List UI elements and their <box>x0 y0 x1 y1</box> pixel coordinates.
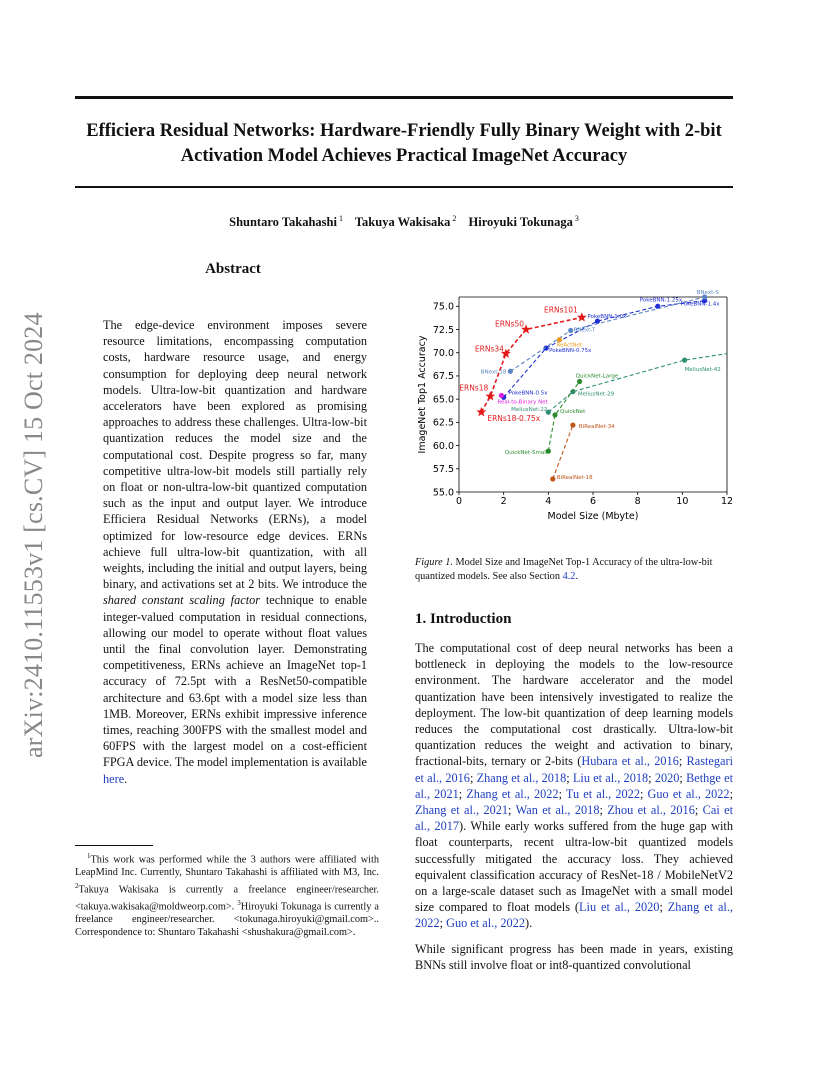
author-affiliation: 2 <box>452 214 457 223</box>
citation-link[interactable]: Liu et al., 2018 <box>572 770 649 785</box>
y-tick-label: 62.5 <box>432 417 454 429</box>
citation-link[interactable]: Guo et al., 2022 <box>446 916 525 931</box>
arxiv-identifier: arXiv:2410.11553v1 [cs.CV] 15 Oct 2024 <box>19 312 48 758</box>
section-heading: 1. Introduction <box>415 611 512 627</box>
caption-label: Figure 1. <box>415 557 453 568</box>
author-name: Hiroyuki Tokunaga <box>468 215 573 230</box>
footnote-text: Hiroyuki Tokunaga is currently a freelance engineer/researcher. <tokunaga.hiroyuki@gmail.com>.. Correspondence to: Shuntaro Takahashi <shushakura@gmail.com>. <box>75 901 380 938</box>
citation-link[interactable]: Zhang et al., 2022 <box>466 786 559 801</box>
data-point <box>577 379 582 384</box>
data-label: PokeBNN-0.75x <box>549 348 592 355</box>
author-affiliation: 3 <box>574 214 579 223</box>
data-label: BiRealNet-34 <box>578 424 615 431</box>
data-label: ERNs50 <box>494 319 524 329</box>
data-label: ERNs101 <box>544 305 578 315</box>
abstract-end: . <box>124 771 128 786</box>
data-point-star <box>577 312 587 321</box>
data-label: MeliusNet-29 <box>577 391 615 398</box>
caption-text: Model Size and ImageNet Top-1 Accuracy of the ultra-low-bit quantized models. See also Section <box>415 557 713 582</box>
citation-link[interactable]: 2020 <box>654 770 680 785</box>
y-tick-label: 67.5 <box>432 371 454 383</box>
x-tick-label: 6 <box>589 496 597 507</box>
y-tick-label: 57.5 <box>432 464 454 476</box>
intro-text: ; <box>558 786 566 801</box>
citation-link[interactable]: Guo et al., 2022 <box>647 786 730 801</box>
footnote-mark: 1 <box>87 852 91 860</box>
footnote <box>75 850 379 939</box>
data-label: MeliusNet-42 <box>684 367 721 374</box>
data-label: ERNs34 <box>474 344 504 354</box>
data-point-star <box>485 391 495 400</box>
author-list <box>75 214 733 230</box>
data-label: ERNs18 <box>459 383 489 393</box>
footnote-text: Takuya Wakisaka is currently a freelance engineer/researcher. <takuya.wakisaka@moldweorp.com>. <box>75 884 379 913</box>
figure-1-chart <box>412 289 742 525</box>
data-point <box>568 328 573 333</box>
y-tick-label: 65.0 <box>432 394 454 406</box>
x-tick-label: 10 <box>676 496 689 507</box>
paper-title: Efficiera Residual Networks: Hardware-Friendly Fully Binary Weight with 2-bit Activation Model Achieves Practical ImageNet Accuracy <box>86 121 722 166</box>
x-tick-label: 0 <box>455 496 463 507</box>
citation-link[interactable]: Wan et al., 2018 <box>515 803 600 818</box>
citation-link[interactable]: Zhang et al., 2018 <box>476 770 567 785</box>
data-point-star <box>476 407 486 416</box>
citation-link[interactable]: Zhou et al., 2016 <box>607 803 695 818</box>
citation-link[interactable]: Hubara et al., 2016 <box>581 754 679 769</box>
data-label: PokeBNN-1.4x <box>680 301 720 308</box>
intro-text: ; <box>508 803 516 818</box>
intro-text: ; <box>678 754 687 769</box>
data-label: PokeBNN-0.5x <box>508 390 548 397</box>
data-label: BNext-18 <box>480 369 507 376</box>
author-affiliation: 1 <box>338 214 343 223</box>
figure-caption <box>415 556 735 583</box>
data-label: ReActNet <box>556 342 582 349</box>
author-name: Shuntaro Takahashi <box>229 215 337 230</box>
citation-link[interactable]: Zhang et al., 2022 <box>415 900 733 931</box>
data-label: BiRealNet-18 <box>556 475 593 481</box>
data-label: PokeBNN-1.0x <box>587 314 627 321</box>
x-tick-label: 8 <box>634 496 641 507</box>
intro-text: ; <box>639 786 648 801</box>
code-link[interactable]: here <box>103 771 125 786</box>
citation-link[interactable]: Rastegari et al., 2016 <box>415 754 733 785</box>
title-rule-bottom <box>75 186 733 188</box>
intro-paragraph <box>415 640 733 932</box>
intro-text: ; <box>694 803 703 818</box>
y-tick-label: 60.0 <box>432 440 454 452</box>
citation-link[interactable]: Liu et al., 2020 <box>579 900 660 915</box>
data-point <box>557 337 562 342</box>
data-point <box>499 393 504 398</box>
abstract-emphasis: shared constant scaling factor <box>103 593 261 608</box>
footnote-mark: 3 <box>237 898 241 907</box>
intro-text: ; <box>599 803 608 818</box>
intro-text: ; <box>659 900 668 915</box>
data-point <box>682 358 687 363</box>
author-name: Takuya Wakisaka <box>354 215 451 230</box>
abstract-body <box>103 317 367 787</box>
citation-link[interactable]: Tu et al., 2022 <box>565 786 640 801</box>
data-label: PokeBNN-1.25x <box>639 297 683 304</box>
intro-text: ; <box>729 786 733 801</box>
intro-paragraph-2: While significant progress has been made in years, existing BNNs still involve float or int8-quantized convolutional <box>415 942 733 973</box>
series-line-birealnet <box>553 425 573 479</box>
data-point <box>552 412 557 417</box>
intro-text: ). <box>525 916 533 931</box>
series-line-bnext <box>510 297 704 371</box>
intro-text: ; <box>679 770 687 785</box>
intro-text: ; <box>439 916 447 931</box>
footnote-text: This work was performed while the 3 authors were affiliated with LeapMind Inc. Currently, Shuntaro Takahashi is affiliated with M3, Inc. <box>75 854 379 879</box>
data-point <box>508 369 513 374</box>
y-tick-label: 70.0 <box>432 348 454 360</box>
citation-link[interactable]: Zhang et al., 2021 <box>415 803 509 818</box>
y-axis-label: ImageNet Top1 Accuracy <box>417 335 428 454</box>
intro-text: ; <box>469 770 477 785</box>
title-rule-top <box>75 96 733 99</box>
abstract-text: technique to enable integer-valued computation in residual connections, allowing our model to operate without float values until the final convolution layer. Demonstrating competitiveness, ERNs achieve an ImageNet top-1 accuracy of 72.5pt with a ResNet50-compatible architecture and 63.6pt with a model size less than 1MB. Moreover, ERNs exhibit impressive inference times, reaching 300FPS with the smallest model and 60FPS with the largest model on a cost-efficient FPGA device. The model implementation is available <box>103 593 367 770</box>
caption-end: . <box>575 570 579 582</box>
x-axis-label: Model Size (Mbyte) <box>547 511 639 522</box>
x-tick-label: 12 <box>720 496 734 507</box>
abstract-text: The edge-device environment imposes severe resource limitations, encompassing computation costs, hardware resource usage, and energy consumption for deploying deep neural network models. Ultra-low-bit quantization and hardware accelerators have been explored as promising approaches to address these challenges. Ultra-low-bit quantization reduces the model size and the computational cost. Despite progress so far, many competitive ultra-low-bit models still partially rely on float or non-ultra-low-bit quantized computation such as the input and output layer. We introduce Efficiera Residual Networks (ERNs), a model optimized for low-resource edge devices. ERNs achieve full ultra-low-bit quantization, with all weights, including the initial and output layers, being binary, and activations set at 2 bits. We introduce the <box>103 318 367 592</box>
intro-text: The computational cost of deep neural networks has been a bottleneck in deploying the models to the low-resource environment. The hardware accelerator and the model quantization have been intensively investigated to realize the deployment. The low-bit quantization of deep learning models reduces the computational cost drastically. Ultra-low-bit quantization reduces the weight and activation to binary, fractional-bits, ternary or 2-bits ( <box>415 641 733 769</box>
data-label: QuickNet <box>560 408 586 415</box>
section-ref-link[interactable]: 4.2 <box>562 570 576 582</box>
data-point <box>570 423 575 428</box>
data-label: BNext-T <box>573 327 596 334</box>
data-label: QuickNet-Small <box>504 450 548 457</box>
data-label: ERNs18-0.75x <box>487 414 541 424</box>
citation-link[interactable]: Bethge et al., 2021 <box>415 770 733 801</box>
series-line-meliusnet <box>548 354 727 413</box>
data-label: Real-to-Binary Net <box>497 399 548 406</box>
intro-text: ; <box>458 786 467 801</box>
data-label: QuickNet-Large <box>575 373 619 380</box>
data-label: MeliusNet-22 <box>511 407 548 414</box>
intro-text: ; <box>566 770 573 785</box>
x-tick-label: 2 <box>500 496 507 507</box>
intro-text: ). While early works suffered from the huge gap with float counterparts, recent ultra-low-bit quantized models successfully mitigated the accuracy loss. They achieved equivalent classification accuracy of ResNet-18 / MobileNetV2 on a large-scale dataset such as ImageNet with a small model size compared to float models ( <box>415 819 733 915</box>
y-tick-label: 55.0 <box>432 487 454 499</box>
y-tick-label: 75.0 <box>432 301 454 313</box>
data-label: BNext-S <box>696 290 719 296</box>
y-tick-label: 72.5 <box>432 324 454 336</box>
intro-text: ; <box>648 770 655 785</box>
data-point <box>550 476 555 481</box>
citation-link[interactable]: Cai et al., 2017 <box>415 803 733 834</box>
abstract-heading: Abstract <box>205 261 261 277</box>
footnote-mark: 2 <box>75 881 79 890</box>
footnote-rule <box>75 845 153 846</box>
x-tick-label: 4 <box>545 496 552 507</box>
